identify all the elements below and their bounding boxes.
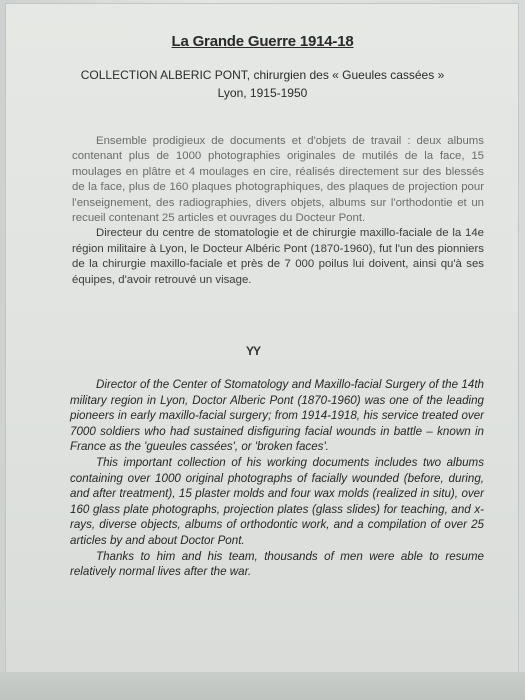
- french-paragraph-1: Ensemble prodigieux de documents et d'objets de travail : deux albums contenant plus de 1000 photographies originales de mutilés de la face, 15 moulages en plâtre et 4 moulages en cire, réalisés directement sur des blessés de la face, plus de 160 plaques photographiques, des plaques de projection pour l'enseignement, des radiographies, divers objets, albums sur l'orthodontie et un recueil contenant 25 articles et ouvrages du Docteur Pont.: [72, 135, 484, 225]
- french-paragraph-2: Directeur du centre de stomatologie et de chirurgie maxillo-faciale de la 14e région militaire à Lyon, le Docteur Albéric Pont (1870-1960), fut l'un des pionniers de la chirurgie maxillo-faciale et près de 7 000 poilus lui doivent, ainsi qu'à ses équipes, d'avoir retrouvé un visage.: [72, 227, 484, 286]
- section-separator: YY: [246, 344, 261, 358]
- english-text-block: [70, 377, 484, 580]
- panel-title: La Grande Guerre 1914-18: [171, 33, 354, 50]
- english-paragraph-3: Thanks to him and his team, thousands of men were able to resume relatively normal lives after the war.: [70, 549, 484, 579]
- subtitle-line-1: COLLECTION ALBERIC PONT, chirurgien des « Gueules cassées »: [80, 68, 445, 82]
- english-paragraph-1: Director of the Center of Stomatology and Maxillo-facial Surgery of the 14th military region in Lyon, Doctor Alberic Pont (1870-1960) was one of the leading pioneers in early maxillo-facial surgery; from 1914-1918, his service treated over 7000 soldiers who had sustained disfiguring facial wounds in battle – known in France as the 'gueules cassées', or 'broken faces'.: [70, 378, 484, 454]
- subtitle-line-2: Lyon, 1915-1950: [217, 86, 308, 100]
- panel-subtitle: [0, 66, 525, 102]
- french-text-block: [72, 134, 484, 288]
- floor-strip: [0, 672, 525, 700]
- english-paragraph-2: This important collection of his working documents includes two albums containing over 1000 original photographs of facially wounded (before, during, and after treatment), 15 plaster molds and four wax molds (realized in situ), over 160 glass plate photographs, projection plates (glass slides) for teaching, and x-rays, diverse objects, albums of orthodontic work, and a compilation of over 25 articles by and about Doctor Pont.: [70, 455, 484, 547]
